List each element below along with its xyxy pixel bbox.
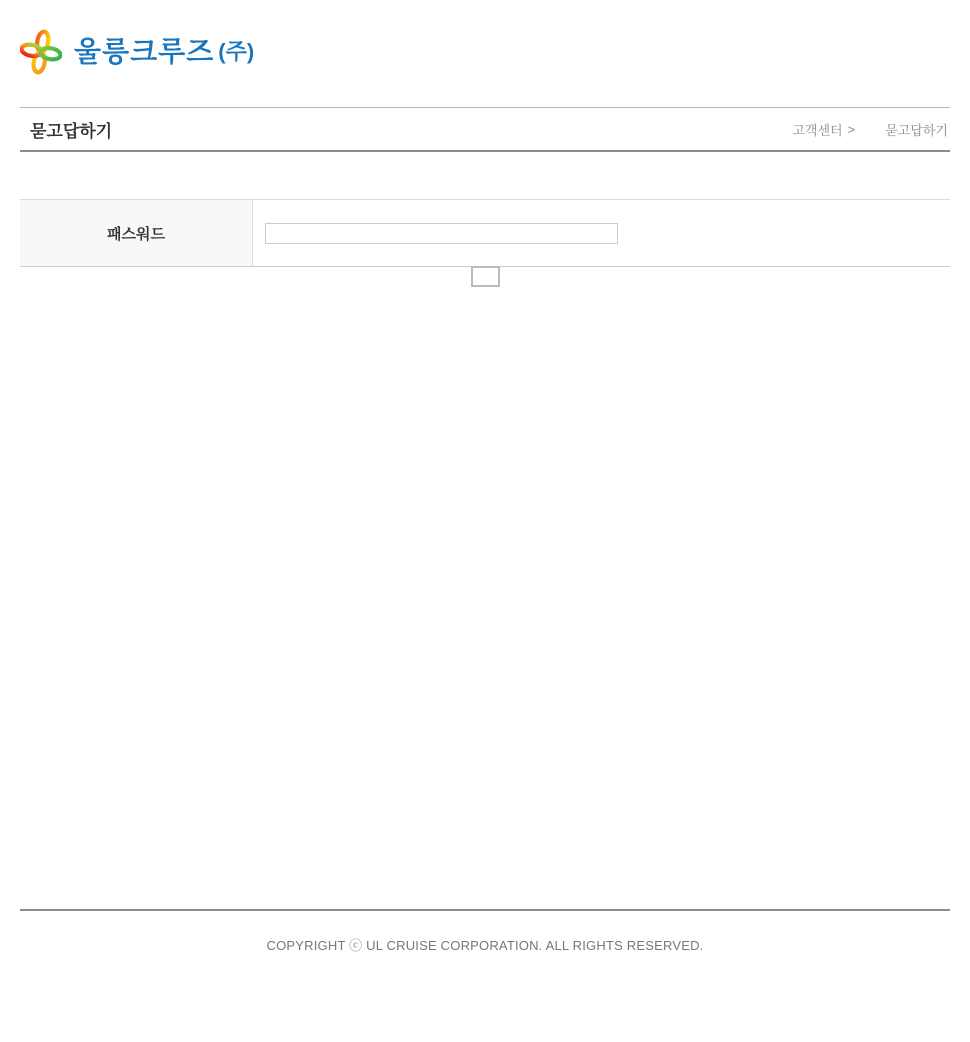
logo[interactable] <box>20 27 254 77</box>
page-title-bar <box>20 107 950 152</box>
password-input[interactable] <box>265 223 618 244</box>
copyright-text: COPYRIGHT ⓒ UL CRUISE CORPORATION. ALL RIGHTS RESERVED. <box>266 938 704 953</box>
page-title: 묻고답하기 <box>30 121 113 141</box>
site-footer <box>20 909 950 954</box>
site-header <box>0 0 970 107</box>
breadcrumb-parent[interactable]: 고객센터 <box>792 122 843 138</box>
main-content <box>20 152 950 287</box>
breadcrumb <box>792 120 948 139</box>
password-label: 패스워드 <box>20 200 253 266</box>
password-input-cell <box>253 200 950 266</box>
breadcrumb-separator: > <box>847 121 856 137</box>
password-form-table <box>20 199 950 267</box>
logo-company-name: 울릉크루즈 <box>74 36 215 67</box>
logo-company-suffix: (주) <box>218 39 255 64</box>
logo-flower-icon <box>20 27 62 77</box>
confirm-button[interactable] <box>471 266 500 287</box>
breadcrumb-current: 묻고답하기 <box>885 122 948 138</box>
table-row <box>20 200 950 266</box>
